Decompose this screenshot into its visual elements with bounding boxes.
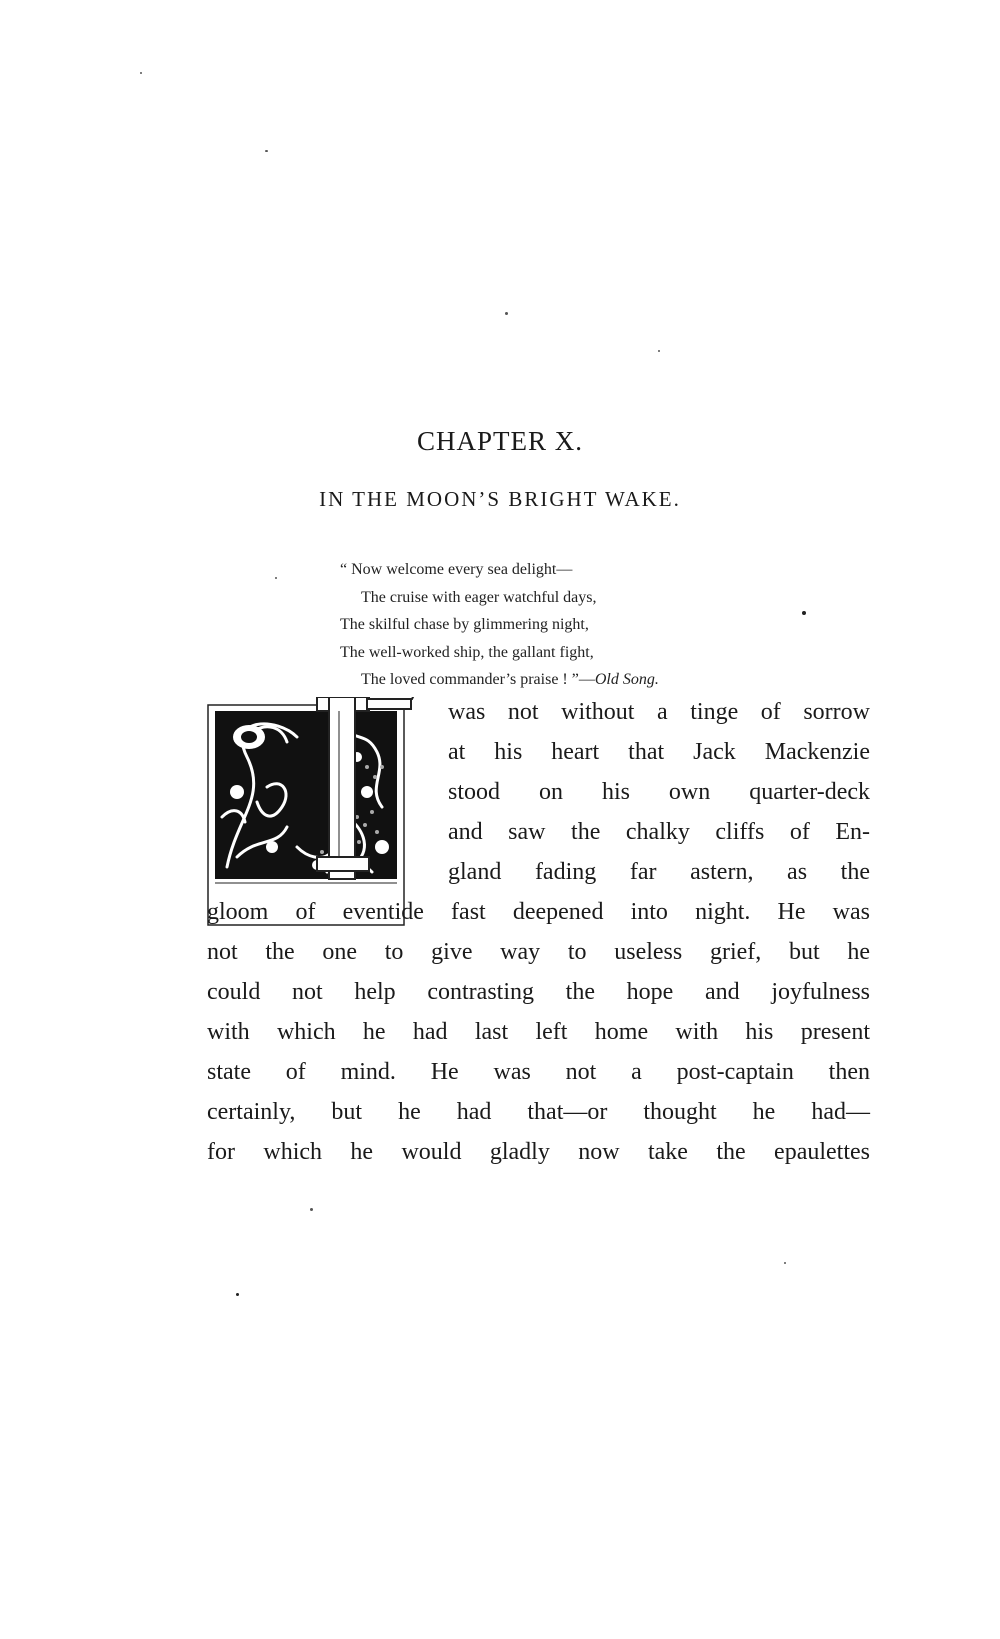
body-line: gland fading far astern, as the	[448, 859, 870, 885]
scan-speck	[236, 1293, 239, 1296]
scan-speck	[658, 350, 660, 352]
scan-speck	[784, 1262, 786, 1264]
epigraph-line: The skilful chase by glimmering night,	[340, 616, 589, 633]
body-line: was not without a tinge of sorrow	[448, 699, 870, 725]
chapter-title: CHAPTER X.	[416, 426, 583, 456]
epigraph	[340, 556, 820, 694]
epigraph-line: The cruise with eager watchful days,	[361, 588, 597, 606]
scan-speck	[265, 150, 268, 152]
body-line: stood on his own quarter-deck	[448, 779, 870, 805]
body-line: at his heart that Jack Mackenzie	[448, 739, 870, 765]
scan-speck	[275, 577, 277, 579]
body-line: for which he would gladly now take the epaulettes	[207, 1139, 870, 1165]
epigraph-line: The well-worked ship, the gallant fight,	[340, 643, 594, 661]
body-line: and saw the chalky cliffs of En-	[448, 819, 870, 845]
scan-speck	[505, 312, 508, 315]
epigraph-last-line: The loved commander’s praise ! ”—	[361, 671, 595, 688]
body-line: could not help contrasting the hope and joyfulness	[207, 979, 870, 1005]
chapter-subtitle: IN THE MOON’S BRIGHT WAKE.	[319, 487, 681, 511]
epigraph-attribution: Old Song.	[594, 671, 659, 688]
body-line: gloom of eventide fast deepened into night. He was	[207, 899, 870, 925]
body-line: with which he had last left home with his present	[207, 1019, 870, 1045]
scan-speck	[140, 72, 142, 74]
body-line: state of mind. He was not a post-captain then	[207, 1059, 870, 1085]
scan-speck	[802, 611, 806, 615]
ornamental-floral-initial-icon	[207, 697, 419, 927]
epigraph-line: “ Now welcome every sea delight—	[340, 561, 573, 578]
body-line: not the one to give way to useless grief, but he	[207, 939, 870, 965]
epigraph-line	[340, 666, 820, 694]
scan-speck	[310, 1208, 313, 1211]
body-line: certainly, but he had that—or thought he had—	[207, 1099, 870, 1125]
